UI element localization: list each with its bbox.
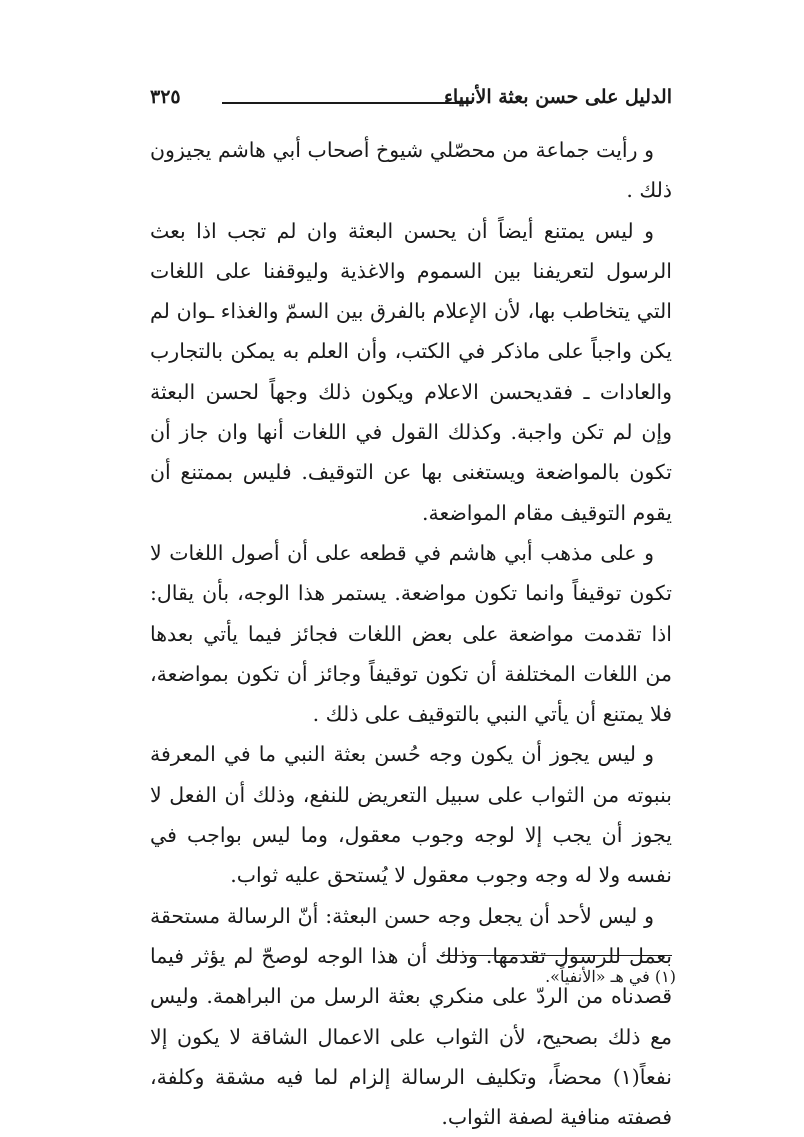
running-header: [150, 84, 672, 118]
paragraph: و ليس لأحد أن يجعل وجه حسن البعثة: أنّ الرسالة مستحقة بعمل للرسول تقدمها. وذلك أن هذا الوجه لوصحّ لم يؤثر فيما قصدناه من الردّ على منكري بعثة الرسل من البراهمة. وليس مع ذلك بصحيح، لأن الثواب على الاعمال الشاقة لا يكون إلا نفعاً(١) محضاً، وتكليف الرسالة إلزام لما فيه مشقة وكلفة، فصفته منافية لصفة الثواب.: [150, 903, 672, 1130]
paragraph: و ليس يجوز أن يكون وجه حُسن بعثة النبي ما في المعرفة بنبوته من الثواب على سبيل التعريض للنفع، وذلك أن الفعل لا يجوز أن يجب إلا لوجه وجوب معقول، وما ليس بواجب في نفسه ولا له وجه وجوب معقول لا يُستحق عليه ثواب.: [150, 742, 672, 888]
paragraph: و ليس يمتنع أيضاً أن يحسن البعثة وان لم تجب اذا بعث الرسول لتعريفنا بين السموم والاغذية وليوقفنا على اللغات التي يتخاطب بها، لأن الإعلام بالفرق بين السمّ والغذاء ـوان لم يكن واجباً على ماذكر في الكتب، وأن العلم به يمكن بالتجارب والعادات ـ فقديحسن الاعلام ويكون ذلك وجهاً لحسن البعثة وإن لم تكن واجبة. وكذلك القول في اللغات أنها وان جاز أن تكون بالمواضعة ويستغنى بها عن التوقيف. فليس بممتنع أن يقوم التوقيف مقام المواضعة.: [150, 218, 672, 525]
page-number: ٣٢٥: [150, 86, 181, 108]
paragraph: و على مذهب أبي هاشم في قطعه على أن أصول اللغات لا تكون توقيفاً وانما تكون مواضعة. يستمر هذا الوجه، بأن يقال: اذا تقدمت مواضعة على بعض اللغات فجائز فيما يأتي بعدها من اللغات المختلفة أن تكون توقيفاً وجائز أن تكون بمواضعة، فلا يمتنع أن يأتي النبي بالتوقيف على ذلك .: [150, 540, 672, 727]
header-rule: [222, 102, 472, 104]
running-header-title: الدليل على حسن بعثة الأنبياء: [444, 86, 672, 108]
paragraph: و رأيت جماعة من محصّلي شيوخ أصحاب أبي هاشم يجيزون ذلك .: [150, 138, 672, 203]
footnote: (١) في هـ «الأنفياً».: [545, 967, 676, 986]
footnote-rule: [440, 955, 672, 956]
